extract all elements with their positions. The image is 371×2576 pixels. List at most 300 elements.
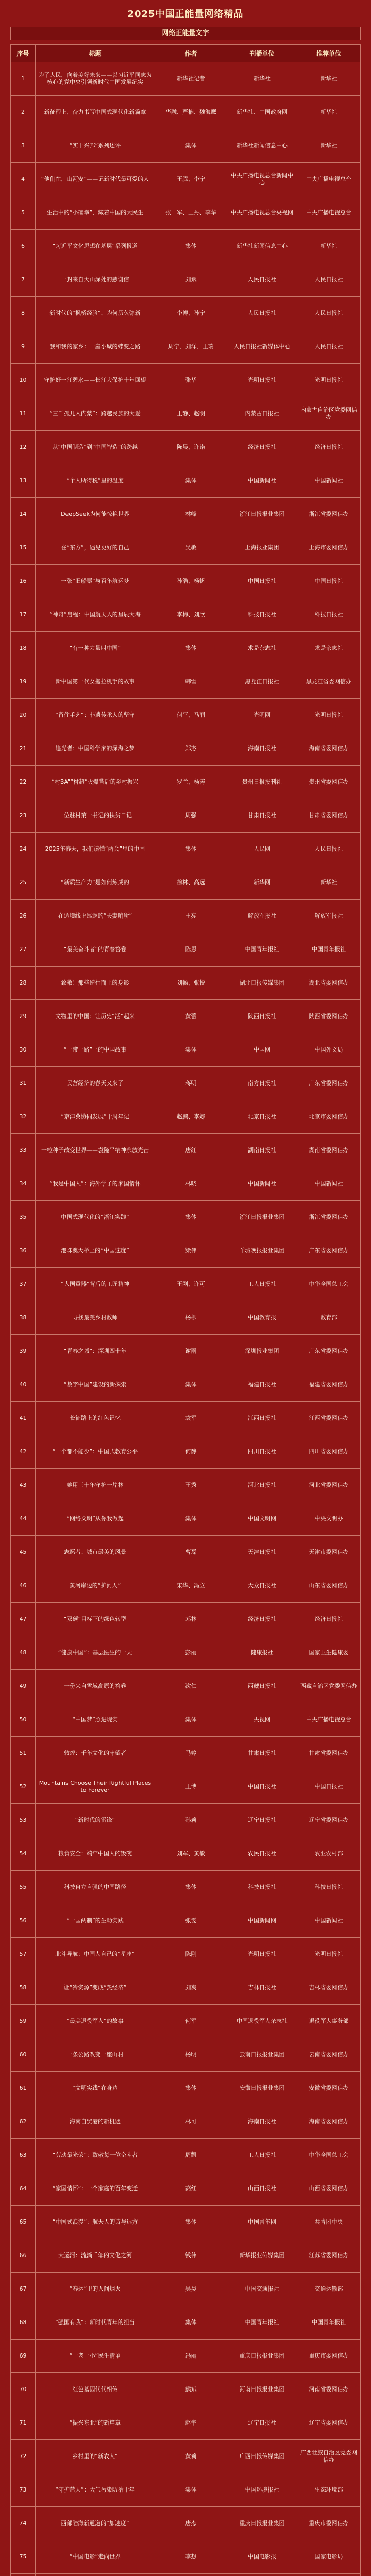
table-row (11, 1402, 361, 1435)
row-recommender: 人民日报社 (297, 297, 361, 330)
row-publisher: 内蒙古日报社 (227, 397, 297, 431)
section-title: 网络正能量文字 (10, 27, 361, 40)
row-title: 粮食安全：端牢中国人的饭碗 (36, 1837, 155, 1871)
row-index: 71 (11, 2406, 36, 2440)
row-publisher: 湖南日报社 (227, 1134, 297, 1167)
row-index: 39 (11, 1335, 36, 1368)
row-title: Mountains Choose Their Rightful Places to Forever (36, 1770, 155, 1804)
row-recommender: 中国新闻社 (297, 464, 361, 498)
row-title: 一位驻村第一书记的扶贫日记 (36, 799, 155, 833)
row-author: 张一军、王丹、李华 (155, 196, 227, 230)
row-publisher: 上海报业集团 (227, 531, 297, 565)
row-index: 34 (11, 1167, 36, 1201)
row-title: 长征路上的红色记忆 (36, 1402, 155, 1435)
row-recommender: 中央广播电视总台 (297, 163, 361, 196)
row-title: “中国式浪漫”：航天人的诗与远方 (36, 2206, 155, 2239)
row-title: “强国有我”：新时代青年的担当 (36, 2306, 155, 2340)
row-title: 科技自立自强的中国路径 (36, 1871, 155, 1904)
row-recommender: 科技日报社 (297, 598, 361, 632)
row-index: 25 (11, 866, 36, 900)
table-row (11, 1469, 361, 1502)
row-author: 谢雨 (155, 1335, 227, 1368)
table-row (11, 2273, 361, 2306)
row-author: 彭丽 (155, 1636, 227, 1670)
table-row (11, 297, 361, 330)
row-publisher: 新华社 (227, 62, 297, 96)
row-index: 24 (11, 833, 36, 866)
row-author: 林可 (155, 2105, 227, 2139)
row-recommender: 广东省委网信办 (297, 1234, 361, 1268)
row-title (36, 2574, 155, 2576)
table-row (11, 1234, 361, 1268)
row-index: 12 (11, 431, 36, 464)
row-publisher: 中国青年网 (227, 2206, 297, 2239)
row-index: 51 (11, 1737, 36, 1770)
row-index: 3 (11, 129, 36, 163)
row-publisher: 中国电影报 (227, 2540, 297, 2574)
row-index: 15 (11, 531, 36, 565)
row-recommender: 四川省委网信办 (297, 1435, 361, 1469)
row-index: 32 (11, 1100, 36, 1134)
row-title: 黄河岸边的“护河人” (36, 1569, 155, 1603)
row-index: 58 (11, 1971, 36, 2005)
row-author: 王亮 (155, 900, 227, 933)
row-title: “家国情怀”：一个家庭的百年变迁 (36, 2172, 155, 2206)
row-publisher: 中国青年报社 (227, 933, 297, 967)
table-row (11, 2540, 361, 2574)
row-recommender: 国家电影局 (297, 2540, 361, 2574)
row-author: 集体 (155, 2473, 227, 2507)
row-author: 何静 (155, 1435, 227, 1469)
row-recommender: 上海市委网信办 (297, 531, 361, 565)
row-recommender: 农业农村部 (297, 1837, 361, 1871)
table-row (11, 1938, 361, 1971)
row-publisher: 天津日报社 (227, 1536, 297, 1569)
row-title: “他们在，山河安”——记新时代最可爱的人 (36, 163, 155, 196)
table-row (11, 1167, 361, 1201)
row-recommender: 光明日报社 (297, 1938, 361, 1971)
row-author: 韩雪 (155, 665, 227, 699)
row-publisher: 中国环境报社 (227, 2473, 297, 2507)
row-title: “大国重器”背后的工匠精神 (36, 1268, 155, 1301)
table-row (11, 96, 361, 129)
row-recommender: 江西省委网信办 (297, 1402, 361, 1435)
row-recommender: 福建省委网信办 (297, 1368, 361, 1402)
row-index: 20 (11, 699, 36, 732)
table-row (11, 2038, 361, 2072)
row-recommender: 湖北省委网信办 (297, 967, 361, 1000)
row-publisher: 中央广播电视总台央视网 (227, 196, 297, 230)
row-author: 集体 (155, 2306, 227, 2340)
row-index: 64 (11, 2172, 36, 2206)
row-publisher (227, 2574, 297, 2576)
row-index: 70 (11, 2373, 36, 2406)
row-title: 让“冷资源”变成“热经济” (36, 1971, 155, 2005)
row-publisher: 云南日报报业集团 (227, 2038, 297, 2072)
row-publisher: 新华社新闻信息中心 (227, 129, 297, 163)
row-index: 74 (11, 2507, 36, 2540)
row-publisher: 新华报业传媒集团 (227, 2239, 297, 2273)
row-recommender: 交通运输部 (297, 2273, 361, 2306)
row-index: 72 (11, 2440, 36, 2473)
row-index: 17 (11, 598, 36, 632)
row-title: “神舟”启程：中国航天人的星辰大海 (36, 598, 155, 632)
row-title: “守护蓝天”：大气污染防治十年 (36, 2473, 155, 2507)
table-row (11, 1435, 361, 1469)
row-author: 邓林 (155, 1603, 227, 1636)
row-author: 唐红 (155, 1134, 227, 1167)
row-author: 集体 (155, 129, 227, 163)
row-publisher: 农民日报社 (227, 1837, 297, 1871)
row-author (155, 2574, 227, 2576)
row-recommender: 浙江省委网信办 (297, 498, 361, 531)
column-header-author: 作者 (155, 45, 227, 62)
row-title: 一条公路改变一座山村 (36, 2038, 155, 2072)
row-author: 王博 (155, 1770, 227, 1804)
row-index: 41 (11, 1402, 36, 1435)
row-recommender: 中国日报社 (297, 565, 361, 598)
row-title: “我是中国人”：海外学子的家国情怀 (36, 1167, 155, 1201)
row-publisher: 重庆日报报业集团 (227, 2507, 297, 2540)
table-row (11, 1134, 361, 1167)
row-title: 志愿者：城市最美的风景 (36, 1536, 155, 1569)
row-publisher: 辽宁日报社 (227, 1804, 297, 1837)
row-index: 19 (11, 665, 36, 699)
table-row (11, 732, 361, 766)
row-author: 杨明 (155, 2038, 227, 2072)
row-index: 8 (11, 297, 36, 330)
row-title: “个人所得税”里的温度 (36, 464, 155, 498)
row-recommender: 中国日报社 (297, 1770, 361, 1804)
table-row (11, 2105, 361, 2139)
row-publisher: 北京日报社 (227, 1100, 297, 1134)
table-row (11, 2340, 361, 2373)
row-index: 53 (11, 1804, 36, 1837)
row-index: 9 (11, 330, 36, 364)
table-row (11, 1368, 361, 1402)
row-author: 张雯 (155, 1904, 227, 1938)
row-index: 23 (11, 799, 36, 833)
table-row (11, 531, 361, 565)
row-author: 集体 (155, 464, 227, 498)
row-publisher: 四川日报社 (227, 1435, 297, 1469)
row-publisher: 解放军报社 (227, 900, 297, 933)
row-recommender: 甘肃省委网信办 (297, 1737, 361, 1770)
column-header-publisher: 刊播单位 (227, 45, 297, 62)
row-recommender: 辽宁省委网信办 (297, 1804, 361, 1837)
column-header-index: 序号 (11, 45, 36, 62)
row-title: 乡村里的“新农人” (36, 2440, 155, 2473)
row-index: 57 (11, 1938, 36, 1971)
row-recommender: 中国外文局 (297, 1033, 361, 1067)
row-index: 21 (11, 732, 36, 766)
row-publisher: 陕西日报社 (227, 1000, 297, 1033)
row-author: 杨柳 (155, 1301, 227, 1335)
row-publisher: 光明网 (227, 699, 297, 732)
table-row (11, 230, 361, 263)
table-row (11, 1770, 361, 1804)
row-index: 47 (11, 1603, 36, 1636)
row-index: 61 (11, 2072, 36, 2105)
row-index: 42 (11, 1435, 36, 1469)
row-title: “数字中国”建设的新探索 (36, 1368, 155, 1402)
row-author: 林峰 (155, 498, 227, 531)
row-recommender: 人民日报社 (297, 833, 361, 866)
row-publisher: 新华社、中国政府网 (227, 96, 297, 129)
row-index: 11 (11, 397, 36, 431)
row-index: 27 (11, 933, 36, 967)
row-publisher: 中国交通报社 (227, 2273, 297, 2306)
row-recommender: 退役军人事务部 (297, 2005, 361, 2038)
page-title: 2025中国正能量网络精品 (127, 9, 244, 20)
row-index: 65 (11, 2206, 36, 2239)
row-author: 王腾、李宁 (155, 163, 227, 196)
row-recommender: 西藏自治区党委网信办 (297, 1670, 361, 1703)
row-recommender: 山东省委网信办 (297, 1569, 361, 1603)
table-row (11, 665, 361, 699)
row-title: 从“中国制造”到“中国智造”的跨越 (36, 431, 155, 464)
row-recommender: 国家卫生健康委 (297, 1636, 361, 1670)
row-index: 40 (11, 1368, 36, 1402)
table-row (11, 129, 361, 163)
row-publisher: 中国新闻网 (227, 1904, 297, 1938)
row-publisher: 福建日报社 (227, 1368, 297, 1402)
row-publisher: 甘肃日报社 (227, 799, 297, 833)
row-publisher: 人民网 (227, 833, 297, 866)
row-publisher: 健康报社 (227, 1636, 297, 1670)
row-publisher: 甘肃日报社 (227, 1737, 297, 1770)
table-row (11, 1603, 361, 1636)
row-author: 集体 (155, 632, 227, 665)
row-index: 16 (11, 565, 36, 598)
row-title: “文明实践”在身边 (36, 2072, 155, 2105)
table-row (11, 1837, 361, 1871)
row-title: 寻找最美乡村教师 (36, 1301, 155, 1335)
table-row (11, 833, 361, 866)
row-publisher: 经济日报社 (227, 1603, 297, 1636)
row-title: 新中国第一代女拖拉机手的故事 (36, 665, 155, 699)
table-row (11, 1301, 361, 1335)
row-publisher: 西藏日报社 (227, 1670, 297, 1703)
row-title: “最美退役军人”的故事 (36, 2005, 155, 2038)
row-index: 26 (11, 900, 36, 933)
table-row (11, 2306, 361, 2340)
table-row (11, 431, 361, 464)
row-index: 4 (11, 163, 36, 196)
row-publisher: 黑龙江日报社 (227, 665, 297, 699)
table-row (11, 62, 361, 96)
row-publisher: 中国文明网 (227, 1502, 297, 1536)
row-title: 北斗导航：中国人自己的“星座” (36, 1938, 155, 1971)
row-title: “健康中国”：基层医生的一天 (36, 1636, 155, 1670)
row-author: 孙浩、杨帆 (155, 565, 227, 598)
row-title: “青春之城”：深圳四十年 (36, 1335, 155, 1368)
table-row (11, 196, 361, 230)
row-publisher: 光明日报社 (227, 364, 297, 397)
row-author: 集体 (155, 1368, 227, 1402)
row-publisher: 科技日报社 (227, 598, 297, 632)
row-title: 民营经济的春天又来了 (36, 1067, 155, 1100)
row-recommender: 中国青年报社 (297, 2306, 361, 2340)
row-recommender: 中央广播电视总台 (297, 196, 361, 230)
table-row (11, 1100, 361, 1134)
row-title: 新征程上，奋力书写中国式现代化新篇章 (36, 96, 155, 129)
row-index: 44 (11, 1502, 36, 1536)
row-index: 30 (11, 1033, 36, 1067)
row-recommender: 经济日报社 (297, 431, 361, 464)
row-author: 赵鹏、李娜 (155, 1100, 227, 1134)
row-recommender: 广东省委网信办 (297, 1067, 361, 1100)
table-row (11, 1536, 361, 1569)
row-index: 2 (11, 96, 36, 129)
row-recommender (297, 2574, 361, 2576)
row-publisher: 工人日报社 (227, 2139, 297, 2172)
row-title: “一带一路”上的中国故事 (36, 1033, 155, 1067)
row-recommender: 人民日报社 (297, 263, 361, 297)
row-index: 56 (11, 1904, 36, 1938)
row-index: 5 (11, 196, 36, 230)
row-recommender: 中国新闻社 (297, 1167, 361, 1201)
table-row (11, 2239, 361, 2273)
row-author: 集体 (155, 833, 227, 866)
table-row (11, 2139, 361, 2172)
row-publisher: 光明日报社 (227, 1938, 297, 1971)
row-recommender: 安徽省委网信办 (297, 2072, 361, 2105)
row-publisher: 山西日报社 (227, 2172, 297, 2206)
row-author: 高红 (155, 2172, 227, 2206)
row-title: “春运”里的人间烟火 (36, 2273, 155, 2306)
row-publisher: 重庆日报报业集团 (227, 2340, 297, 2373)
row-publisher: 中央广播电视总台新闻中心 (227, 163, 297, 196)
row-author: 集体 (155, 1033, 227, 1067)
row-title: “中国梦”照进现实 (36, 1703, 155, 1737)
row-index: 45 (11, 1536, 36, 1569)
row-index: 66 (11, 2239, 36, 2273)
row-title: 致敬！那些逆行而上的身影 (36, 967, 155, 1000)
row-recommender: 陕西省委网信办 (297, 1000, 361, 1033)
row-author: 刘爽 (155, 1971, 227, 2005)
row-publisher: 人民日报社 (227, 297, 297, 330)
row-index: 67 (11, 2273, 36, 2306)
row-publisher: 浙江日报报业集团 (227, 1201, 297, 1234)
row-recommender: 中国青年报社 (297, 933, 361, 967)
row-index: 6 (11, 230, 36, 263)
row-recommender: 生态环境部 (297, 2473, 361, 2507)
row-author: 集体 (155, 2206, 227, 2239)
table-row (11, 163, 361, 196)
row-title: 一张“旧船票”与百年航运梦 (36, 565, 155, 598)
row-recommender: 光明日报社 (297, 699, 361, 732)
row-recommender: 天津市委网信办 (297, 1536, 361, 1569)
table-row (11, 1971, 361, 2005)
table-row (11, 2373, 361, 2406)
table-body (11, 62, 361, 2576)
row-recommender: 新华社 (297, 96, 361, 129)
table-row (11, 1000, 361, 1033)
row-index: 52 (11, 1770, 36, 1804)
row-author: 罗兰、杨涛 (155, 766, 227, 799)
row-index: 22 (11, 766, 36, 799)
table-row (11, 866, 361, 900)
row-publisher: 安徽日报报业集团 (227, 2072, 297, 2105)
table-row (11, 1703, 361, 1737)
row-author: 王秀 (155, 1469, 227, 1502)
row-index: 68 (11, 2306, 36, 2340)
table-row (11, 799, 361, 833)
row-title: “劳动最光荣”：致敬每一位奋斗者 (36, 2139, 155, 2172)
row-recommender: 求是杂志社 (297, 632, 361, 665)
row-recommender: 中国新闻社 (297, 1904, 361, 1938)
table-row (11, 1067, 361, 1100)
row-recommender: 河南省委网信办 (297, 2373, 361, 2406)
table-row (11, 2574, 361, 2576)
row-title: “一个都不能少”：中国式教育公平 (36, 1435, 155, 1469)
row-author: 周强 (155, 799, 227, 833)
row-publisher: 河南日报报业集团 (227, 2373, 297, 2406)
row-author: 郑杰 (155, 732, 227, 766)
row-recommender: 贵州省委网信办 (297, 766, 361, 799)
row-index: 33 (11, 1134, 36, 1167)
works-table (10, 44, 361, 2576)
row-title: 一粒种子改变世界——袁隆平精神永放光芒 (36, 1134, 155, 1167)
table-row (11, 1904, 361, 1938)
row-publisher: 新华网 (227, 866, 297, 900)
row-index: 18 (11, 632, 36, 665)
row-recommender: 中华全国总工会 (297, 2139, 361, 2172)
row-index: 29 (11, 1000, 36, 1033)
row-author: 何军 (155, 2005, 227, 2038)
row-recommender: 海南省委网信办 (297, 2105, 361, 2139)
row-publisher: 央视网 (227, 1703, 297, 1737)
row-recommender: 广东省委网信办 (297, 1335, 361, 1368)
row-publisher: 大众日报社 (227, 1569, 297, 1603)
row-publisher: 工人日报社 (227, 1268, 297, 1301)
row-recommender: 重庆市委网信办 (297, 2340, 361, 2373)
row-recommender: 河北省委网信办 (297, 1469, 361, 1502)
column-header-title: 标题 (36, 45, 155, 62)
row-title: 一份来自雪域高原的答卷 (36, 1670, 155, 1703)
table-row (11, 1670, 361, 1703)
row-title: 生活中的“小确幸”，藏着中国的大民生 (36, 196, 155, 230)
table-row (11, 1201, 361, 1234)
row-index: 46 (11, 1569, 36, 1603)
row-author: 宋华、冯立 (155, 1569, 227, 1603)
row-recommender: 新华社 (297, 866, 361, 900)
row-author: 华融、严楠、魏海鹰 (155, 96, 227, 129)
row-recommender: 云南省委网信办 (297, 2038, 361, 2072)
table-row (11, 1871, 361, 1904)
row-title: 西部陆海新通道的“加速度” (36, 2507, 155, 2540)
table-row (11, 2072, 361, 2105)
row-author: 黄莉 (155, 2440, 227, 2473)
row-publisher: 辽宁日报社 (227, 2406, 297, 2440)
row-recommender: 辽宁省委网信办 (297, 2406, 361, 2440)
row-author: 马婷 (155, 1737, 227, 1770)
row-title: 敦煌：千年文化的守望者 (36, 1737, 155, 1770)
row-index: 35 (11, 1201, 36, 1234)
table-row (11, 1636, 361, 1670)
row-title: “京津冀协同发展”十周年记 (36, 1100, 155, 1134)
table-row (11, 1502, 361, 1536)
row-index: 7 (11, 263, 36, 297)
table-row (11, 330, 361, 364)
row-recommender: 吉林省委网信办 (297, 1971, 361, 2005)
table-row (11, 364, 361, 397)
row-index: 13 (11, 464, 36, 498)
table-row (11, 933, 361, 967)
row-recommender: 黑龙江省委网信办 (297, 665, 361, 699)
table-row (11, 1268, 361, 1301)
